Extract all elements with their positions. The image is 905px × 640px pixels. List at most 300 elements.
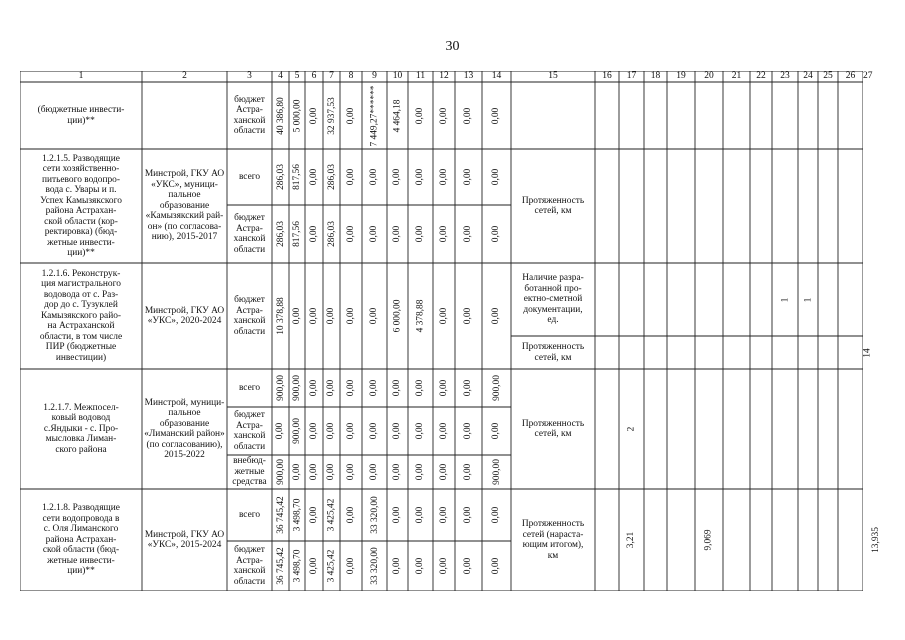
- funding-value: 0,00: [346, 107, 356, 124]
- funding-value-cell: [305, 541, 323, 591]
- measure-name-line: Камызякского райо-: [40, 310, 122, 321]
- funding-value-cell: [482, 149, 511, 205]
- funding-value: 0,00: [346, 379, 356, 397]
- funding-value-cell: [387, 205, 408, 263]
- funding-value-cell: [289, 263, 305, 369]
- measure-name-line: вода с. Увары и п.: [45, 185, 117, 195]
- funding-value-cell: [340, 149, 362, 205]
- funding-value-cell: [387, 407, 408, 455]
- target-value-cell: [772, 263, 798, 336]
- funding-value: 0,00: [346, 422, 356, 440]
- funding-source: [228, 541, 271, 591]
- measure-name-line: 1.2.1.5. Разводящие: [42, 153, 120, 164]
- column-header: 4: [278, 71, 283, 82]
- funding-value: 0,00: [309, 307, 319, 325]
- funding-value-cell: [482, 205, 511, 263]
- funding-value: 0,00: [309, 168, 319, 186]
- funding-value-cell: [408, 369, 433, 407]
- indicator-name: [512, 149, 594, 263]
- funding-value-cell: [272, 82, 289, 149]
- funding-source-line: жетные: [234, 466, 265, 477]
- funding-value-cell: [305, 369, 323, 407]
- funding-value: 0,00: [415, 506, 426, 524]
- funding-value: 0,00: [309, 557, 319, 575]
- indicator-name-line: сетей, км: [534, 352, 572, 363]
- column-header: 15: [548, 71, 558, 82]
- funding-value: 0,00: [309, 107, 319, 124]
- measure-name-line: сети водопровода в: [42, 513, 120, 524]
- column-header: 16: [602, 71, 612, 82]
- responsible-org: [143, 263, 226, 369]
- funding-value-cell: [408, 205, 433, 263]
- funding-value: 286,03: [326, 221, 337, 247]
- indicator-name: [512, 336, 594, 369]
- funding-value: 900,00: [275, 459, 286, 485]
- column-header: 3: [247, 71, 252, 82]
- funding-value-cell: [340, 205, 362, 263]
- funding-value-cell: [362, 82, 387, 149]
- funding-value: 817,56: [292, 221, 302, 247]
- funding-value: 33 320,00: [369, 547, 380, 585]
- funding-value: 0,00: [415, 168, 426, 186]
- funding-value-cell: [305, 263, 323, 369]
- funding-value: 0,00: [439, 422, 449, 440]
- funding-value-cell: [362, 541, 387, 591]
- funding-value: 0,00: [439, 557, 449, 575]
- funding-value: 3 498,70: [292, 498, 302, 532]
- column-header: 17: [626, 71, 637, 82]
- funding-value: 40 386,80: [275, 96, 286, 135]
- target-value: 2: [626, 426, 637, 432]
- measure-name-line: ской области (бюд-: [42, 545, 120, 556]
- funding-value-cell: [455, 489, 482, 541]
- funding-value: 0,00: [415, 107, 426, 124]
- measure-name-line: дор до с. Тузуклей: [44, 300, 118, 311]
- funding-value-cell: [362, 489, 387, 541]
- target-value-cell: [798, 263, 818, 336]
- target-value: 1: [780, 297, 790, 302]
- funding-value: 286,03: [275, 221, 286, 247]
- indicator-name-line: ющим итогом),: [522, 540, 584, 550]
- measure-name: [21, 369, 141, 489]
- funding-value-cell: [305, 407, 323, 455]
- responsible-org-line: Минстрой, ГКУ АО: [144, 169, 225, 180]
- funding-source-line: всего: [238, 171, 261, 182]
- funding-value-cell: [433, 455, 455, 489]
- funding-value-cell: [340, 541, 362, 591]
- funding-value-cell: [272, 455, 289, 489]
- funding-value-cell: [408, 455, 433, 489]
- funding-value: 0,00: [292, 463, 302, 481]
- funding-value: 0,00: [292, 307, 302, 325]
- funding-value: 0,00: [346, 307, 356, 325]
- indicator-name-line: документации,: [523, 304, 583, 315]
- funding-source: [228, 455, 271, 489]
- funding-value-cell: [433, 205, 455, 263]
- funding-source-line: области: [233, 244, 266, 255]
- target-value: 9,069: [704, 529, 714, 551]
- measure-name-line: на Астраханской: [47, 321, 115, 332]
- funding-value-cell: [340, 489, 362, 541]
- measure-name-line: с. Оля Лиманского: [43, 524, 119, 535]
- responsible-org-line: «УКС», 2015-2024: [147, 540, 222, 550]
- funding-value: 33 320,00: [369, 496, 380, 534]
- indicator-name: [512, 369, 594, 489]
- funding-value: 10 378,88: [275, 297, 286, 335]
- funding-source-line: области: [233, 326, 266, 337]
- funding-value-cell: [455, 205, 482, 263]
- funding-value-cell: [340, 263, 362, 369]
- funding-source-line: Астра-: [236, 305, 263, 316]
- funding-value: 32 937,53: [326, 96, 337, 135]
- funding-value-cell: [482, 263, 511, 369]
- funding-value: 0,00: [463, 307, 474, 325]
- funding-value-cell: [387, 369, 408, 407]
- column-header: 27: [863, 71, 873, 82]
- funding-value: 0,00: [463, 168, 474, 186]
- measure-name-line: водовода от с. Раз-: [43, 289, 119, 300]
- funding-value: 0,00: [326, 422, 337, 440]
- target-value-cell: [863, 336, 872, 369]
- column-header: 11: [415, 71, 426, 82]
- funding-value-cell: [272, 369, 289, 407]
- funding-value: 0,00: [415, 557, 426, 575]
- funding-value: 0,00: [369, 307, 380, 325]
- funding-value-cell: [323, 455, 340, 489]
- column-header: 23: [780, 71, 790, 82]
- funding-value: 0,00: [463, 379, 474, 397]
- funding-value: 0,00: [309, 463, 319, 481]
- measure-name-line: ской области (кор-: [44, 216, 118, 227]
- funding-value: 0,00: [439, 107, 449, 124]
- measure-name-line: Успех Камызякского: [40, 195, 122, 206]
- funding-value-cell: [455, 263, 482, 369]
- responsible-org-line: «УКС», муници-: [151, 179, 218, 190]
- funding-value-cell: [305, 489, 323, 541]
- measure-name: [21, 149, 141, 263]
- funding-value-cell: [408, 407, 433, 455]
- funding-value-cell: [408, 489, 433, 541]
- funding-value: 6 000,00: [392, 299, 403, 333]
- funding-value: 0,00: [346, 463, 356, 481]
- funding-value-cell: [323, 82, 340, 149]
- measure-name-line: с.Яндыки - с. Про-: [43, 423, 119, 434]
- funding-value: 900,00: [491, 459, 502, 485]
- funding-source-line: бюджет: [234, 410, 265, 420]
- indicator-name-line: ед.: [547, 315, 559, 326]
- funding-value-cell: [387, 489, 408, 541]
- funding-value-cell: [387, 263, 408, 369]
- funding-source-line: ханской: [233, 234, 266, 244]
- column-header: 5: [294, 71, 300, 82]
- funding-value: 286,03: [326, 164, 337, 190]
- responsible-org-line: «Камызякский рай-: [145, 211, 224, 222]
- funding-value-cell: [305, 205, 323, 263]
- funding-value: 4 378,88: [415, 299, 426, 333]
- target-value: 14: [862, 347, 873, 358]
- column-header: 24: [803, 71, 813, 82]
- column-header: 2: [182, 71, 187, 82]
- funding-value: 0,00: [415, 463, 426, 481]
- funding-value-cell: [362, 407, 387, 455]
- measure-name-line: района Астрахан-: [45, 534, 117, 545]
- funding-source: [228, 149, 271, 205]
- funding-value-cell: [455, 149, 482, 205]
- funding-value: 3 425,42: [326, 498, 337, 532]
- funding-value: 0,00: [463, 506, 474, 524]
- measure-name-line: жетные инвести-: [47, 237, 115, 248]
- column-header: 21: [731, 71, 742, 82]
- funding-value: 0,00: [491, 307, 502, 325]
- measure-name-line: ректировка) (бюд-: [44, 227, 118, 237]
- funding-value: 0,00: [346, 168, 356, 186]
- funding-value: 0,00: [415, 379, 426, 397]
- funding-source-line: области: [233, 576, 266, 587]
- funding-value-cell: [387, 149, 408, 205]
- funding-value-cell: [408, 263, 433, 369]
- funding-source-line: бюджет: [234, 295, 265, 305]
- measure-name-line: ского района: [55, 444, 107, 455]
- indicator-name: [512, 263, 594, 336]
- funding-value-cell: [289, 489, 305, 541]
- funding-value-cell: [289, 541, 305, 591]
- funding-value: 817,56: [292, 164, 302, 190]
- funding-value-cell: [340, 369, 362, 407]
- indicator-name-line: Протяженность: [521, 342, 585, 352]
- indicator-name-line: км: [547, 550, 559, 561]
- funding-value-cell: [362, 263, 387, 369]
- funding-value: 0,00: [491, 168, 502, 186]
- funding-value: 0,00: [326, 307, 337, 325]
- funding-value: 36 745,42: [275, 547, 286, 585]
- measure-name: [21, 82, 141, 149]
- indicator-name-line: сетей (нараста-: [522, 529, 584, 540]
- funding-value: 0,00: [309, 506, 319, 524]
- funding-value-cell: [340, 455, 362, 489]
- funding-source: [228, 369, 271, 407]
- funding-value: 3 498,70: [292, 549, 302, 583]
- funding-value: 0,00: [392, 463, 403, 481]
- funding-value: 0,00: [369, 422, 380, 440]
- funding-source-line: области: [233, 441, 266, 452]
- funding-source-line: бюджет: [234, 94, 265, 105]
- funding-value: 5 000,00: [292, 99, 302, 132]
- funding-source-line: Астра-: [236, 105, 263, 115]
- measure-name: [21, 489, 141, 591]
- funding-value: 0,00: [392, 379, 403, 397]
- column-header: 25: [823, 71, 833, 82]
- responsible-org-line: он» (по согласова-: [147, 221, 222, 232]
- funding-value-cell: [455, 455, 482, 489]
- funding-source-line: бюджет: [234, 545, 265, 555]
- funding-value: 3 425,42: [326, 549, 337, 583]
- column-header: 9: [372, 71, 377, 82]
- responsible-org: [143, 369, 226, 489]
- funding-value-cell: [289, 149, 305, 205]
- indicator-name-line: сетей, км: [534, 206, 572, 216]
- column-header: 26: [845, 71, 856, 82]
- indicator-name-line: Протяженность: [521, 418, 585, 429]
- funding-value: 0,00: [392, 225, 403, 243]
- responsible-org-line: Минстрой, муници-: [144, 397, 225, 408]
- funding-value: 0,00: [439, 379, 449, 397]
- funding-value-cell: [362, 369, 387, 407]
- indicator-name-line: ботанной про-: [524, 283, 582, 294]
- funding-value: 0,00: [346, 506, 356, 524]
- funding-value: 900,00: [491, 375, 502, 401]
- funding-source-line: ханской: [233, 431, 266, 441]
- column-header: 13: [463, 71, 474, 82]
- funding-value: 0,00: [491, 506, 502, 524]
- target-value: 1: [803, 297, 813, 302]
- funding-value-cell: [455, 407, 482, 455]
- funding-value: 0,00: [392, 557, 403, 575]
- measure-name-line: района Астрахан-: [45, 206, 117, 216]
- funding-value-cell: [482, 407, 511, 455]
- responsible-org-line: «Лиманский район»: [144, 429, 225, 439]
- funding-value-cell: [482, 82, 511, 149]
- funding-value-cell: [289, 369, 305, 407]
- funding-value: 0,00: [326, 463, 337, 481]
- measure-name-line: ПИР (бюджетные: [45, 342, 117, 353]
- column-header: 19: [676, 71, 686, 82]
- column-header: 18: [650, 71, 661, 82]
- funding-source-line: Астра-: [236, 420, 263, 431]
- indicator-name-line: Наличие разра-: [522, 273, 584, 284]
- responsible-org-line: Минстрой, ГКУ АО: [144, 529, 225, 540]
- funding-value: 900,00: [292, 418, 302, 444]
- column-header: 10: [392, 71, 403, 82]
- funding-value: 0,00: [439, 463, 449, 481]
- funding-value: 0,00: [439, 225, 449, 243]
- funding-value: 4 464,18: [392, 99, 403, 132]
- measure-name-line: ции)**: [67, 115, 95, 126]
- funding-value-cell: [482, 455, 511, 489]
- funding-source: [228, 205, 271, 263]
- funding-value-cell: [323, 263, 340, 369]
- funding-value-cell: [305, 149, 323, 205]
- funding-value-cell: [455, 369, 482, 407]
- column-header: 7: [329, 71, 334, 82]
- funding-value-cell: [323, 541, 340, 591]
- funding-source-line: всего: [238, 509, 261, 520]
- column-header: 6: [311, 71, 317, 82]
- funding-value-cell: [323, 369, 340, 407]
- funding-value: 0,00: [369, 463, 380, 481]
- funding-value-cell: [362, 205, 387, 263]
- funding-value: 0,00: [491, 557, 502, 575]
- funding-value-cell: [305, 455, 323, 489]
- funding-value: 0,00: [415, 422, 426, 440]
- funding-value: 286,03: [275, 164, 286, 190]
- funding-value-cell: [408, 82, 433, 149]
- indicator-name: [512, 489, 594, 591]
- funding-value-cell: [433, 369, 455, 407]
- measure-name-line: сети хозяйственно-: [42, 164, 120, 174]
- funding-value: 0,00: [326, 379, 337, 397]
- target-value: 13,935: [870, 527, 881, 553]
- funding-value-cell: [433, 263, 455, 369]
- funding-value: 0,00: [439, 168, 449, 186]
- funding-value: 0,00: [491, 422, 502, 440]
- responsible-org-line: нию), 2015-2017: [151, 232, 218, 243]
- program-table: [20, 71, 881, 591]
- funding-value: 0,00: [369, 379, 380, 397]
- measure-name-line: области, в том числе: [39, 331, 123, 342]
- funding-value-cell: [433, 149, 455, 205]
- funding-value-cell: [455, 82, 482, 149]
- funding-value: 0,00: [463, 422, 474, 440]
- column-header: 14: [491, 71, 502, 82]
- column-header: 12: [439, 71, 449, 82]
- funding-value-cell: [433, 489, 455, 541]
- indicator-name-line: сетей, км: [534, 429, 572, 439]
- funding-value: 0,00: [309, 225, 319, 243]
- funding-value-cell: [305, 82, 323, 149]
- funding-value-cell: [272, 263, 289, 369]
- column-header: 22: [756, 71, 766, 82]
- funding-source-line: области: [233, 126, 266, 136]
- funding-source-line: ханской: [233, 316, 266, 326]
- indicator-name-line: ектно-сметной: [523, 294, 583, 305]
- target-value: 3,21: [626, 531, 637, 549]
- funding-source-line: ханской: [233, 566, 266, 576]
- funding-value-cell: [433, 407, 455, 455]
- funding-value-cell: [289, 205, 305, 263]
- funding-value: 0,00: [346, 557, 356, 575]
- funding-value: 0,00: [463, 557, 474, 575]
- responsible-org: [143, 489, 226, 591]
- funding-value-cell: [272, 541, 289, 591]
- funding-value-cell: [289, 455, 305, 489]
- responsible-org: [143, 149, 226, 263]
- funding-value-cell: [323, 407, 340, 455]
- column-header: 1: [78, 71, 84, 82]
- funding-value-cell: [323, 489, 340, 541]
- funding-value: 0,00: [309, 379, 319, 397]
- funding-value: 0,00: [491, 225, 502, 243]
- funding-source-line: всего: [238, 382, 261, 393]
- measure-name-line: жетные инвести-: [47, 555, 115, 566]
- measure-name-line: 1.2.1.6. Реконструк-: [41, 268, 121, 279]
- funding-value-cell: [482, 369, 511, 407]
- responsible-org-line: (по согласованию),: [146, 439, 223, 450]
- funding-source-line: Астра-: [236, 555, 263, 566]
- target-value-cell: [619, 369, 644, 489]
- funding-source-line: внебюд-: [233, 456, 266, 467]
- funding-value-cell: [433, 82, 455, 149]
- funding-value: 900,00: [292, 375, 302, 401]
- funding-source-line: бюджет: [234, 213, 265, 223]
- measure-name-line: мысловка Лиман-: [45, 434, 117, 445]
- funding-value-cell: [408, 541, 433, 591]
- funding-value-cell: [433, 541, 455, 591]
- funding-value-cell: [340, 82, 362, 149]
- funding-value-cell: [323, 205, 340, 263]
- responsible-org-line: пальное образование: [159, 408, 210, 429]
- funding-value: 0,00: [346, 225, 356, 243]
- page-number: 30: [445, 39, 460, 54]
- funding-value-cell: [340, 407, 362, 455]
- measure-name-line: 1.2.1.8. Разводящие: [42, 503, 120, 514]
- responsible-org-line: пальное образование: [159, 190, 210, 211]
- funding-source: [228, 82, 271, 149]
- funding-value-cell: [455, 541, 482, 591]
- funding-value: 0,00: [439, 307, 449, 325]
- funding-value-cell: [272, 407, 289, 455]
- funding-value-cell: [289, 82, 305, 149]
- responsible-org-line: 2015-2022: [164, 450, 205, 460]
